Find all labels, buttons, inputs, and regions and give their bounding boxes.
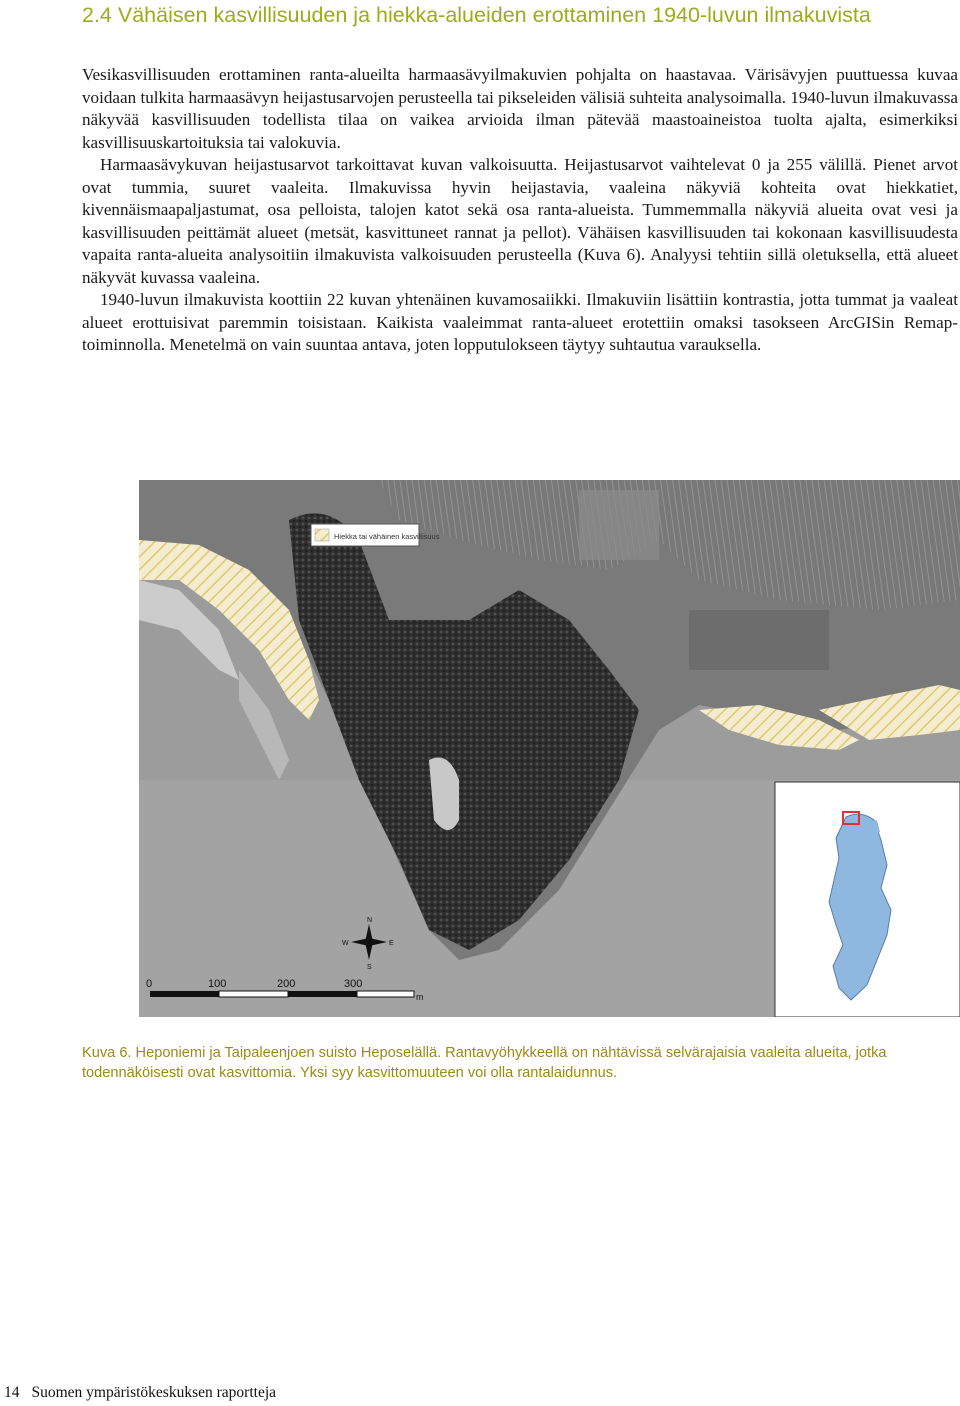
compass-e: E xyxy=(389,940,394,947)
section-heading: 2.4 Vähäisen kasvillisuuden ja hiekka-alueiden erottaminen 1940-luvun ilmakuvista xyxy=(82,3,871,27)
compass-s: S xyxy=(367,964,372,971)
legend-label: Hiekka tai vähäinen kasvillisuus xyxy=(334,532,440,541)
compass-n: N xyxy=(367,917,373,924)
scale-tick-0: 0 xyxy=(146,978,153,990)
paragraph-1: Vesikasvillisuuden erottaminen ranta-alueilta harmaasävyilmakuvien pohjalta on haastavaa. Värisävyjen puuttuessa kuvaa voidaan tulkita harmaasävyn heijastusarvojen perusteella tai pikseleiden välisiä suhteita analysoimalla. 1940-luvun ilmakuvassa näkyvää kasvillisuuden todellista tilaa on vaikea arvioida ilman pätevää maastoaineistoa tuolta ajalta, esimerkiksi kasvillisuuskartoituksia tai valokuvia. xyxy=(82,65,958,152)
aerial-photo-figure xyxy=(139,480,960,1017)
aerial-photo-map xyxy=(139,480,960,1017)
body-text xyxy=(82,64,958,357)
scale-unit: m xyxy=(416,992,424,1002)
figure-caption: Kuva 6. Heponiemi ja Taipaleenjoen suisto Heposelällä. Rantavyöhykkeellä on nähtävissä selvärajaisia vaaleita alueita, jotka todennäköisesti ovat kasvittomia. Yksi syy kasvittomuuteen voi olla rantalaidunnus. xyxy=(82,1045,887,1081)
inset-map xyxy=(775,782,960,1017)
paragraph-3: 1940-luvun ilmakuvista koottiin 22 kuvan yhtenäinen kuvamosaiikki. Ilmakuviin lisättiin kontrastia, jotta tummat ja vaaleat alueet erottuisivat paremmin toisistaan. Kaikista vaaleimmat ranta-alueet erotettiin omaksi tasokseen ArcGISin Remap-toiminnolla. Menetelmä on vain suuntaa antava, joten lopputulokseen täytyy suhtautua varauksella. xyxy=(82,290,958,354)
page-footer xyxy=(4,1383,276,1403)
legend-swatch xyxy=(315,529,329,541)
paragraph-2: Harmaasävykuvan heijastusarvot tarkoittavat kuvan valkoisuutta. Heijastusarvot vaihtelevat 0 ja 255 välillä. Pienet arvot ovat tummia, suuret vaaleita. Ilmakuvissa hyvin heijastavia, vaaleina näkyviä kohteita ovat hiekkatiet, kivennäismaapaljastumat, osa pelloista, talojen katot sekä osa ranta-alueista. Tummemmalla näkyviä alueita ovat vesi ja kasvillisuuden peittämät alueet (metsät, kasvittuneet rannat ja pellot). Vähäisen kasvillisuuden tai kokonaan kasvillisuudesta vapaita ranta-alueita analysoitiin ilmakuvista valkoisuuden perusteella (Kuva 6). Analyysi tehtiin sillä oletuksella, että alueet näkyvät kuvassa vaaleina. xyxy=(82,155,958,287)
scale-tick-200: 200 xyxy=(277,978,296,990)
scale-tick-300: 300 xyxy=(344,978,363,990)
series-title: Suomen ympäristökeskuksen raportteja xyxy=(31,1384,277,1401)
compass-w: W xyxy=(342,940,349,947)
page-number: 14 xyxy=(4,1384,20,1401)
scale-tick-100: 100 xyxy=(208,978,227,990)
